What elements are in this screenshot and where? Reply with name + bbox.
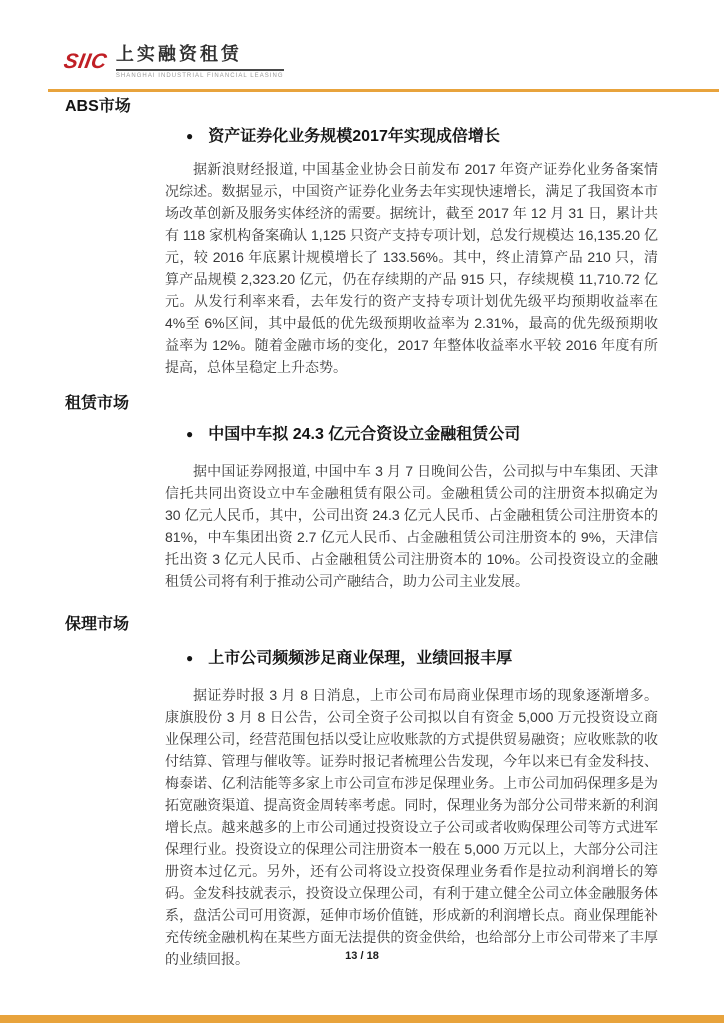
footer-accent-bar: [0, 1015, 724, 1023]
document-body: [65, 96, 659, 970]
news-title-row: [186, 648, 659, 669]
bullet-icon: ●: [186, 651, 194, 665]
bullet-icon: ●: [186, 129, 194, 143]
news-paragraph: 据新浪财经报道, 中国基金业协会日前发布 2017 年资产证券化业务备案情况综述。数据显示，中国资产证券化业务去年实现快速增长，满足了我国资本市场改革创新及服务实体经济的需要。据统计，截至 2017 年 12 月 31 日，累计共有 118 家机构备案确认 1,125 只资产支持专项计划，总发行规模达 16,135.20 亿元，较 2016 年底累计规模增长了 133.56%。其中，终止清算产品 210 只，清算产品规模 2,323.20 亿元，仍在存续期的产品 915 只，存续规模 11,710.72 亿元。从发行利率来看，去年发行的资产支持专项计划优先级平均预期收益率在 4%至 6%区间，其中最低的优先级预期收益率为 2.31%，最高的优先级预期收益率为 12%。随着金融市场的变化，2017 年整体收益率水平较 2016 年度有所提高，总体呈稳定上升态势。: [165, 161, 658, 375]
company-name-block: [116, 44, 284, 79]
news-title: 资产证券化业务规模2017年实现成倍增长: [208, 128, 500, 145]
header-divider: [48, 89, 719, 92]
company-logo: [61, 44, 284, 79]
section-heading-leasing: 租赁市场: [65, 395, 130, 412]
news-title-row: [186, 126, 659, 147]
section-heading-factoring: 保理市场: [65, 616, 130, 633]
company-name-chinese: 上实融资租赁: [116, 44, 284, 71]
bullet-icon: ●: [186, 427, 194, 441]
siic-logo-icon: SIIC: [61, 50, 109, 73]
news-paragraph: 据中国证券网报道, 中国中车 3 月 7 日晚间公告，公司拟与中车集团、天津信托共同出资设立中车金融租赁有限公司。金融租赁公司的注册资本拟确定为 30 亿元人民币，其中，公司出资 24.3 亿元人民币、占金融租赁公司注册资本的 81%，中车集团出资 2.7 亿元人民币、占金融租赁公司注册资本的 9%，天津信托出资 3 亿元人民币、占金融租赁公司注册资本的 10%。公司投资设立的金融租赁公司将有利于推动公司产融结合，助力公司主业发展。: [165, 463, 658, 589]
page-number: 13 / 18: [345, 950, 379, 962]
company-name-english: SHANGHAI INDUSTRIAL FINANCIAL LEASING: [115, 72, 284, 79]
news-title: 上市公司频频涉足商业保理，业绩回报丰厚: [208, 650, 513, 667]
news-title: 中国中车拟 24.3 亿元合资设立金融租赁公司: [208, 426, 521, 443]
news-title-row: [186, 424, 659, 445]
news-paragraph: 据证券时报 3 月 8 日消息，上市公司布局商业保理市场的现象逐渐增多。康旗股份 3 月 8 日公告，公司全资子公司拟以自有资金 5,000 万元投资设立商业保理公司，经营范围包括以受让应收账款的方式提供贸易融资；应收账款的收付结算、管理与催收等。证券时报记者梳理公告发现，今年以来已有金发科技、梅泰诺、亿利洁能等多家上市公司宣布涉足保理业务。上市公司加码保理多是为拓宽融资渠道、提高资金周转率考虑。同时，保理业务为部分公司带来新的利润增长点。越来越多的上市公司通过投资设立子公司或者收购保理公司等方式进军保理行业。投资设立的保理公司注册资本一般在 5,000 万元以上，大部分公司注册资本过亿元。另外，还有公司将设立投资保理业务看作是拉动利润增长的筹码。金发科技就表示，投资设立保理公司，有利于建立健全公司立体金融服务体系，盘活公司可用资源，延伸市场价值链，形成新的利润增长点。商业保理能补充传统金融机构在某些方面无法提供的资金供给，也给部分上市公司带来了丰厚的业绩回报。: [165, 687, 658, 967]
section-heading-abs: ABS市场: [65, 98, 131, 115]
